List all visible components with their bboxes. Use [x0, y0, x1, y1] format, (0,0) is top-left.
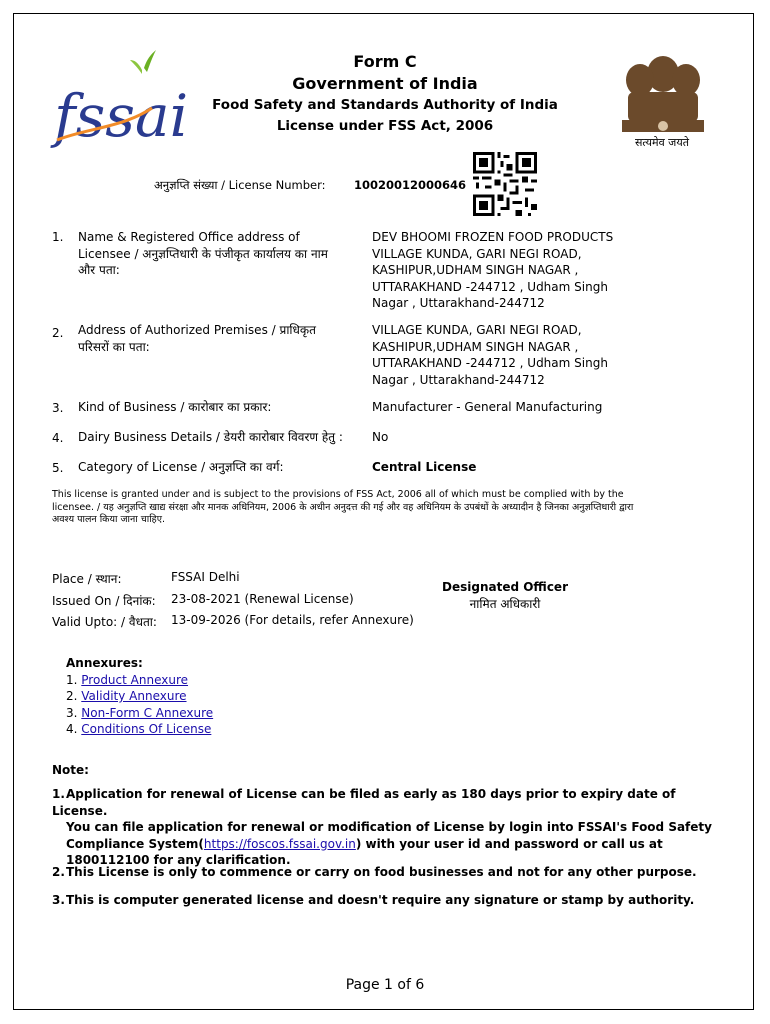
conditions-of-license-link[interactable]: Conditions Of License [81, 722, 212, 736]
premises-address-label: Address of Authorized Premises / प्राधिकृत परिसरों का पता: [78, 323, 316, 354]
product-annexure-link[interactable]: Product Annexure [81, 673, 189, 687]
annexure-item [66, 706, 213, 720]
license-category-label: Category of License / अनुज्ञप्ति का वर्ग: [78, 460, 284, 474]
row-number: 1. [52, 230, 64, 244]
note-title: Note: [52, 763, 89, 777]
licensee-address-value: DEV BHOOMI FROZEN FOOD PRODUCTS VILLAGE KUNDA, GARI NEGI ROAD, KASHIPUR,UDHAM SINGH NAGAR , UTTARAKHAND -244712 , Udham Singh Nagar , Uttarakhand-244712 [372, 230, 614, 310]
note-number: 2. [52, 865, 65, 879]
government-title: Government of India [292, 74, 478, 93]
note-3-text: This is computer generated license and doesn't require any signature or stamp by authority. [66, 893, 695, 907]
foscos-link[interactable]: https://foscos.fssai.gov.in [203, 836, 356, 851]
annexure-number: 2. [66, 689, 78, 703]
valid-upto-value: 13-09-2026 (For details, refer Annexure) [171, 613, 414, 627]
issued-on-value: 23-08-2021 (Renewal License) [171, 592, 354, 606]
note-1-line-1: Application for renewal of License can be filed as early as 180 days prior to expiry date of License. [52, 787, 676, 818]
authority-title: Food Safety and Standards Authority of India [212, 97, 558, 113]
annexure-item [66, 673, 188, 687]
row-number: 4. [52, 431, 64, 445]
annexure-item [66, 689, 187, 703]
issued-on-label: Issued On / दिनांक: [52, 594, 156, 608]
business-kind-label: Kind of Business / कारोबार का प्रकार: [78, 400, 272, 414]
fssai-logo [52, 48, 189, 150]
note-1-continuation [52, 819, 722, 869]
note-2-text: This License is only to commence or carry on food businesses and not for any other purpose. [66, 865, 697, 879]
place-label: Place / स्थान: [52, 572, 122, 586]
annexure-number: 3. [66, 706, 78, 720]
designated-officer-title: Designated Officer [442, 580, 568, 594]
business-kind-value: Manufacturer - General Manufacturing [372, 400, 603, 414]
note-number: 1. [52, 787, 65, 801]
licensee-address-label: Name & Registered Office address of Licensee / अनुज्ञप्तिधारी के पंजीकृत कार्यालय का नाम और पता: [78, 230, 328, 277]
dairy-business-value: No [372, 430, 389, 444]
license-category-value: Central License [372, 460, 477, 474]
dairy-business-label: Dairy Business Details / डेयरी कारोबार विवरण हेतु : [78, 430, 343, 444]
act-title: License under FSS Act, 2006 [276, 118, 494, 134]
row-number: 5. [52, 461, 64, 475]
note-1-text: You can file application for renewal or modification of License by login into FSSAI's Food Safety Compliance System( [66, 820, 712, 851]
license-disclaimer: This license is granted under and is subject to the provisions of FSS Act, 2006 all of which must be complied with by the licensee. / यह अनुज्ञप्ति खाद्य संरक्षा और मानक अधिनियम, 2006 के अधीन अनुदत्त की गई और वह अधिनियम के उपबंधों के अध्यादीन है जिनका अनुज्ञप्तिधारी द्वारा अवश्य पालन किया जाना चाहिए. [52, 489, 634, 525]
note-1 [52, 786, 722, 869]
annexure-number: 1. [66, 673, 78, 687]
annexure-number: 4. [66, 722, 78, 736]
note-1-text-end: ) with your user id and password or call us at 1800112100 for any clarification. [66, 836, 663, 867]
annexures-title: Annexures: [66, 656, 143, 670]
place-value: FSSAI Delhi [171, 570, 240, 584]
svg-text:fssai: fssai [54, 82, 189, 150]
designated-officer-title-hindi: नामित अधिकारी [469, 597, 541, 611]
note-2 [52, 864, 722, 881]
row-number: 2. [52, 326, 64, 340]
valid-upto-label: Valid Upto: / वैधता: [52, 615, 157, 629]
note-number: 3. [52, 893, 65, 907]
license-number-label: अनुज्ञप्ति संख्या / License Number: [154, 178, 326, 192]
row-number: 3. [52, 401, 64, 415]
validity-annexure-link[interactable]: Validity Annexure [81, 689, 187, 703]
form-title: Form C [353, 52, 417, 71]
annexure-item [66, 722, 211, 736]
premises-address-value: VILLAGE KUNDA, GARI NEGI ROAD, KASHIPUR,UDHAM SINGH NAGAR , UTTARAKHAND -244712 , Udham Singh Nagar , Uttarakhand-244712 [372, 323, 608, 387]
qr-code-icon [473, 152, 537, 216]
license-number-value: 10020012000646 [354, 178, 467, 192]
page-number: Page 1 of 6 [345, 977, 425, 993]
non-form-c-annexure-link[interactable]: Non-Form C Annexure [81, 706, 214, 720]
note-3 [52, 892, 722, 909]
emblem-motto: सत्यमेव जयते [634, 136, 689, 149]
